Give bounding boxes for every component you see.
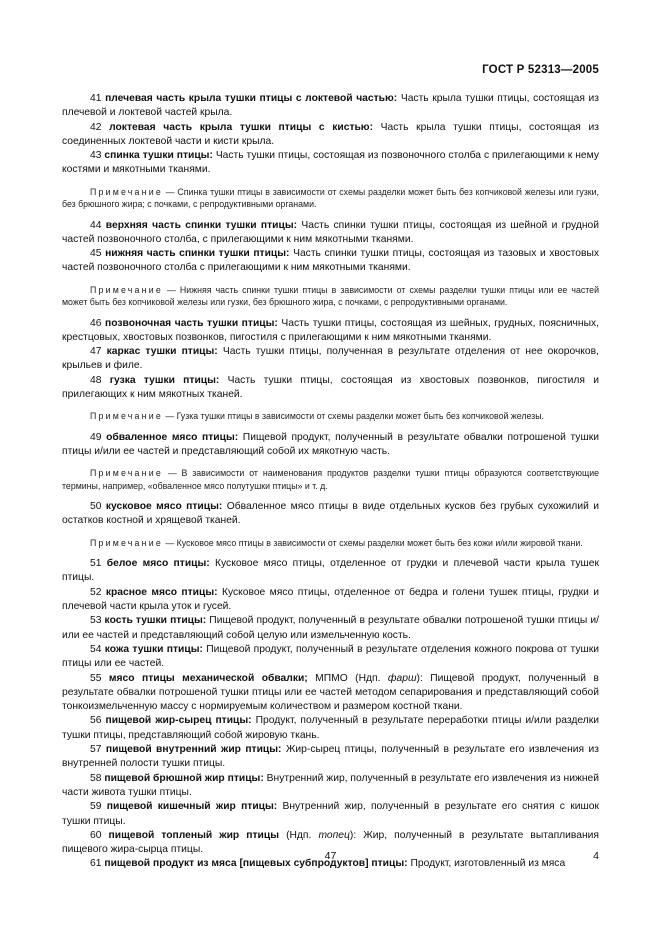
page-number-center: 47 [324,850,337,862]
terms-content [62,92,599,872]
term-entry: 43 спинка тушки птицы: Часть тушки птицы, состоящая из позвоночного столба с прилегающими к нему костями и мякотными тканями. [62,150,599,176]
term-entry: 47 каркас тушки птицы: Часть тушки птицы, полученная в результате отделения от нее окорочков, крыльев и филе. [62,346,599,372]
term-entry: 48 гузка тушки птицы: Часть тушки птицы, состоящая из хвостовых позвонков, пигостиля и прилегающих к ним мякотных тканей. [62,374,599,401]
term-entry: 57 пищевой внутренний жир птицы: Жир-сырец птицы, полученный в результате его извлечения из внутренней полости тушки птицы. [62,744,599,770]
term-entry: 41 плечевая часть крыла тушки птицы с локтевой частью: Часть крыла тушки птицы, состоящая из плечевой и локтевой частей крыла. [62,93,599,119]
term-entry: 58 пищевой брюшной жир птицы: Внутренний жир, полученный в результате его извлечения из нижней части живота тушки птицы. [62,772,599,798]
term-entry: 46 позвоночная часть тушки птицы: Часть тушки птицы, состоящая из шейных, грудных, поясничных, крестцовых, хвостовых позвонков, пигостиля с прилегающими к ним мякотными тканями. [62,317,599,343]
term-entry: 49 обваленное мясо птицы: Пищевой продукт, полученный в результате обвалки потрошеной тушки птицы и/или ее частей и представляющий собой их мякотную часть. [62,431,599,458]
note: Примечание — Гузка тушки птицы в зависимости от схемы разделки может быть без копчиковой железы. [90,411,544,422]
term-entry: 59 пищевой кишечный жир птицы: Внутренний жир, полученный в результате его снятия с кишок тушки птицы. [62,801,599,827]
term-entry: 56 пищевой жир-сырец птицы: Продукт, полученный в результате переработки птицы и/или разделки тушки птицы, представляющий собой жировую ткань. [62,715,599,741]
note: Примечание — Спинка тушки птицы в зависимости от схемы разделки может быть без копчиковой железы или гузки, без брюшного жира; с почками, с репродуктивными органами. [62,186,599,210]
term-entry: 61 пищевой продукт из мяса [пищевых субпродуктов] птицы: Продукт, изготовленный из мяса [90,858,566,870]
term-entry: 50 кусковое мясо птицы: Обваленное мясо птицы в виде отдельных кусков без грубых сухожилий и остатков костной и хрящевой тканей. [62,501,599,527]
term-entry: 42 локтевая часть крыла тушки птицы с кистью: Часть крыла тушки птицы, состоящая из соединенных локтевой части и кисти крыла. [62,121,599,147]
term-entry: 53 кость тушки птицы: Пищевой продукт, полученный в результате обвалки потрошеной тушки птицы и/или ее частей и представляющий собой целую или измельченную кость. [62,615,599,641]
page-number-right: 4 [593,850,599,862]
term-entry: 45 нижняя часть спинки тушки птицы: Часть спинки тушки птицы, состоящая из тазовых и хвостовых частей позвоночного столба с прилегающими к ним мякотными тканями. [62,248,599,274]
standard-code: ГОСТ Р 52313—2005 [482,64,599,76]
term-entry: 54 кожа тушки птицы: Пищевой продукт, полученный в результате отделения кожного покрова от тушки птицы или ее частей. [62,643,599,670]
term-entry: 52 красное мясо птицы: Кусковое мясо птицы, отделенное от бедра и голени тушек птицы, грудки и плечевой части крыла уток и гусей. [62,586,599,613]
note: Примечание — В зависимости от наименования продуктов разделки тушки птицы образуются соответствующие термины, например, «обваленное мясо полутушки птицы» и т. д. [62,468,599,491]
term-entry: 44 верхняя часть спинки тушки птицы: Часть спинки тушки птицы, состоящая из шейной и грудной частей позвоночного столба, с прилегающими к ним мякотными тканями. [62,219,599,245]
term-entry: 51 белое мясо птицы: Кусковое мясо птицы, отделенное от грудки и плечевой части крыла тушек птицы. [62,558,599,584]
note: Примечание — Кусковое мясо птицы в зависимости от схемы разделки может быть без кожи и/или жировой ткани. [90,537,583,548]
term-entry: 55 мясо птицы механической обвалки; МПМО (Ндп. фарш): Пищевой продукт, полученный в результате обвалки потрошеной тушки птицы или ее частей методом сепарирования и представляющий собой тонкоизмельченную массу с нормируемым количеством и размером костной ткани. [62,672,599,713]
term-entry: 60 пищевой топленый жир птицы (Ндп. топец): Жир, полученный в результате вытапливания пищевого жира-сырца птицы. [62,829,600,856]
note: Примечание — Нижняя часть спинки тушки птицы в зависимости от схемы разделки тушки птицы или ее частей может быть без копчиковой железы или гузки, без брюшного жира, с почками, с репродуктивными органами. [62,284,599,308]
